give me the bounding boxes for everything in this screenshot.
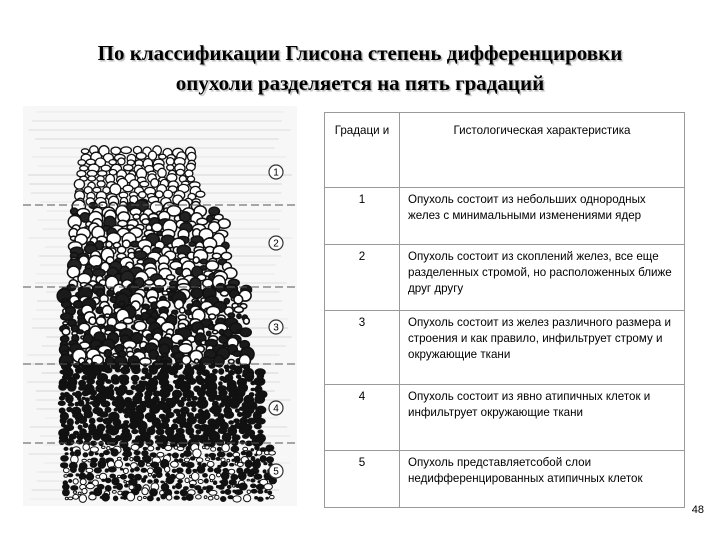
grade-cell: 5 <box>325 451 400 508</box>
description-column-header: Гистологическая характеристика <box>400 113 685 188</box>
grade-cell: 3 <box>325 311 400 385</box>
gleason-table <box>324 112 685 508</box>
table-row <box>325 311 685 385</box>
page-number: 48 <box>691 504 704 516</box>
grade-marker <box>269 464 283 478</box>
grade-marker <box>269 165 283 179</box>
grade-marker-label: 1 <box>273 167 279 179</box>
description-cell: Опухоль состоит из явно атипичных клеток и инфильтрует окружающие ткани <box>400 385 685 451</box>
description-cell: Опухоль представляетсобой слои недифференцированных атипичных клеток <box>400 451 685 508</box>
title-line-2: опухоли разделяется на пять градаций <box>175 71 545 95</box>
grade-marker <box>269 320 283 334</box>
table-header-row <box>325 113 685 188</box>
grade-marker-label: 5 <box>273 466 279 478</box>
description-cell: Опухоль состоит из желез различного размера и строения и как правило, инфильтрует строму и окружающие ткани <box>400 311 685 385</box>
gleason-grading-illustration <box>23 106 297 506</box>
description-cell: Опухоль состоит из небольших однородных желез с минимальными изменениями ядер <box>400 188 685 245</box>
table-row <box>325 188 685 245</box>
grade-cell: 4 <box>325 385 400 451</box>
grade-marker-label: 2 <box>273 238 279 250</box>
grade-column-header: Градаци и <box>325 113 400 188</box>
slide-title <box>40 38 680 98</box>
table-row <box>325 451 685 508</box>
description-cell: Опухоль состоит из скоплений желез, все еще разделенных стромой, но расположенных ближе друг другу <box>400 245 685 311</box>
grade-marker-label: 4 <box>273 403 279 415</box>
grade-cell: 1 <box>325 188 400 245</box>
grade-marker <box>269 236 283 250</box>
grade-marker <box>269 401 283 415</box>
table-row <box>325 245 685 311</box>
grade-marker-label: 3 <box>273 322 279 334</box>
title-line-1: По классификации Глисона степень дифференцировки <box>97 41 623 65</box>
table-row <box>325 385 685 451</box>
grade-cell: 2 <box>325 245 400 311</box>
